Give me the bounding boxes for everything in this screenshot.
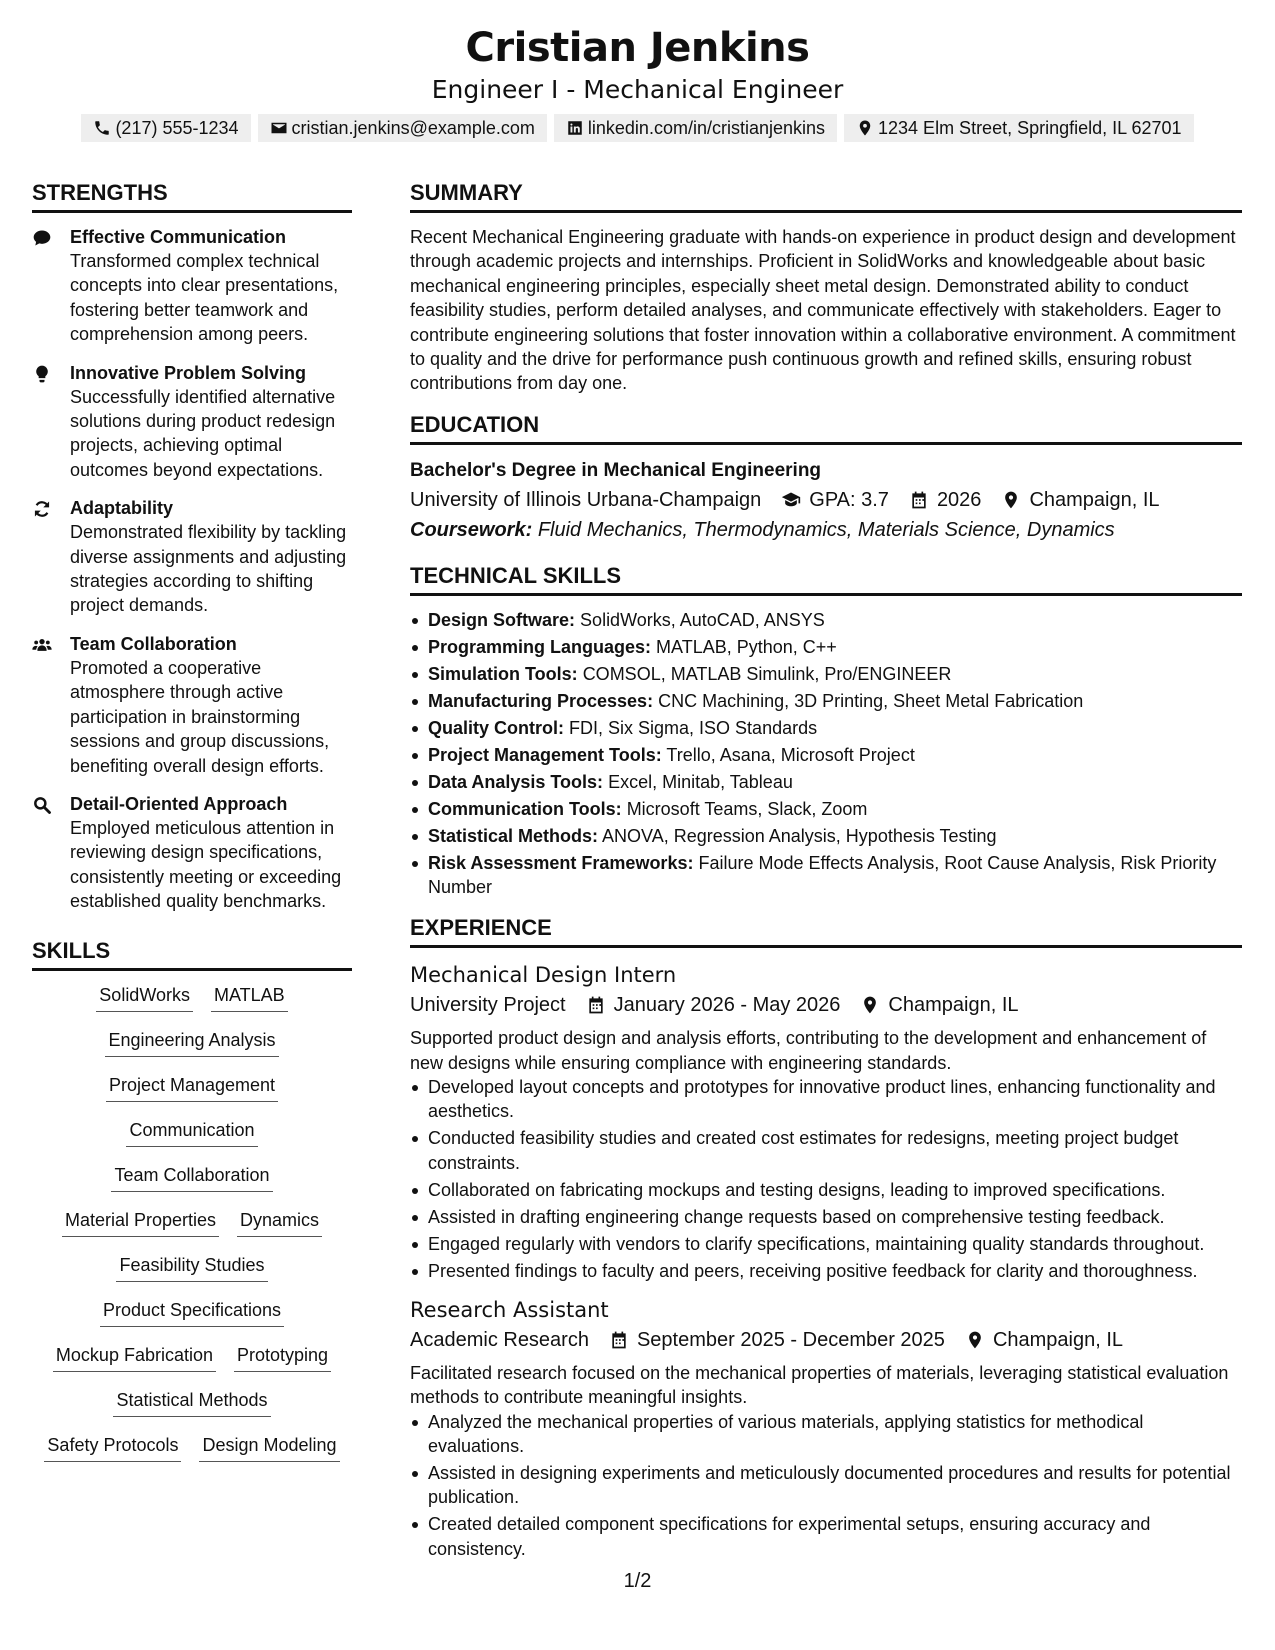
- resume-header: [0, 22, 1275, 142]
- strength-title: Detail-Oriented Approach: [70, 793, 288, 814]
- strength-item: [32, 496, 352, 618]
- job-title: Research Assistant: [410, 1297, 609, 1322]
- skill-row: [96, 983, 287, 1028]
- strength-desc: Employed meticulous attention in reviewing design specifications, consistently meeting or exceeding established quality benchmarks.: [70, 817, 342, 912]
- graduation-cap-icon: [781, 490, 801, 510]
- refresh-icon: [32, 499, 52, 519]
- skill-row: [62, 1208, 322, 1253]
- skill-category: Risk Assessment Frameworks:: [428, 852, 694, 873]
- strengths-heading: STRENGTHS: [32, 178, 352, 213]
- skill-values: Excel, Minitab, Tableau: [608, 771, 793, 792]
- job-location: Champaign, IL: [888, 994, 1019, 1017]
- skill-tag: Dynamics: [237, 1208, 322, 1237]
- skill-values: MATLAB, Python, C++: [656, 636, 837, 657]
- skill-values: CNC Machining, 3D Printing, Sheet Metal Fabrication: [658, 690, 1084, 711]
- technical-skills-section: [410, 561, 1242, 899]
- contact-email[interactable]: [258, 114, 547, 142]
- skill-tag: Team Collaboration: [111, 1163, 272, 1192]
- list-item: [410, 797, 1242, 821]
- list-item: [410, 824, 1242, 848]
- lightbulb-icon: [32, 364, 52, 384]
- list-item: [410, 662, 1242, 686]
- skill-category: Communication Tools:: [428, 798, 622, 819]
- list-item: [410, 608, 1242, 632]
- list-item: [410, 635, 1242, 659]
- linkedin-icon: [566, 119, 584, 137]
- skill-tag: Mockup Fabrication: [53, 1343, 216, 1372]
- coursework-label: Coursework:: [410, 518, 533, 541]
- list-item: Engaged regularly with vendors to clarify specifications, maintaining quality standards throughout.: [410, 1232, 1242, 1256]
- list-item: Presented findings to faculty and peers, receiving positive feedback for clarity and thoroughness.: [410, 1259, 1242, 1283]
- coursework: [410, 515, 1242, 545]
- skill-tag: Safety Protocols: [44, 1433, 181, 1462]
- skill-row: [44, 1433, 339, 1478]
- location-pin-icon: [1001, 490, 1021, 510]
- skill-values: Microsoft Teams, Slack, Zoom: [626, 798, 868, 819]
- contact-linkedin[interactable]: [554, 114, 837, 142]
- experience-heading: EXPERIENCE: [410, 913, 1242, 948]
- job-org: University Project: [410, 994, 566, 1017]
- skill-category: Statistical Methods:: [428, 825, 599, 846]
- contact-phone[interactable]: [81, 114, 250, 142]
- list-item: Collaborated on fabricating mockups and testing designs, leading to improved specifications.: [410, 1178, 1242, 1202]
- skills-section: [32, 936, 352, 1478]
- skill-row: [113, 1388, 270, 1433]
- job-meta: [410, 990, 1242, 1020]
- job-description: Supported product design and analysis efforts, contributing to the development and enhancement of new designs while ensuring compliance with engineering standards.: [410, 1028, 1207, 1073]
- skill-tag: Engineering Analysis: [105, 1028, 278, 1057]
- skill-category: Data Analysis Tools:: [428, 771, 604, 792]
- skill-tag: Feasibility Studies: [116, 1253, 267, 1282]
- list-item: [410, 851, 1242, 900]
- skill-category: Quality Control:: [428, 717, 564, 738]
- summary-heading: SUMMARY: [410, 178, 1242, 213]
- job-entry: [410, 1295, 1242, 1561]
- candidate-title: Engineer I - Mechanical Engineer: [431, 75, 844, 104]
- gpa: GPA: 3.7: [809, 488, 889, 511]
- job-dates: September 2025 - December 2025: [636, 1328, 945, 1351]
- skill-tag: SolidWorks: [96, 983, 193, 1012]
- skill-row: [111, 1163, 272, 1208]
- skill-values: COMSOL, MATLAB Simulink, Pro/ENGINEER: [582, 663, 952, 684]
- list-item: [410, 716, 1242, 740]
- strength-desc: Promoted a cooperative atmosphere through active participation in brainstorming sessions and group discussions, benefiting overall design efforts.: [70, 657, 330, 776]
- skill-tag: Project Management: [106, 1073, 278, 1102]
- list-item: Developed layout concepts and prototypes for innovative product lines, enhancing functionality and aesthetics.: [410, 1075, 1242, 1124]
- calendar-icon: [609, 1330, 629, 1350]
- page-number: 1/2: [623, 1570, 652, 1592]
- skill-values: SolidWorks, AutoCAD, ANSYS: [580, 609, 825, 630]
- strength-title: Effective Communication: [70, 227, 287, 247]
- skill-tag: Statistical Methods: [113, 1388, 270, 1417]
- skill-values: Failure Mode Effects Analysis, Root Cause Analysis, Risk Priority Number: [428, 852, 1217, 897]
- strength-desc: Demonstrated flexibility by tackling diverse assignments and adjusting strategies according to shifting project demands.: [70, 522, 347, 616]
- skill-category: Simulation Tools:: [428, 663, 578, 684]
- list-item: [410, 770, 1242, 794]
- strength-title: Team Collaboration: [70, 633, 237, 654]
- right-column: [410, 178, 1242, 1573]
- job-entry: [410, 960, 1242, 1283]
- skill-category: Programming Languages:: [428, 636, 652, 657]
- graduation-year: 2026: [936, 488, 982, 511]
- skill-row: [53, 1343, 331, 1388]
- list-item: Analyzed the mechanical properties of various materials, applying statistics for methodical evaluations.: [410, 1410, 1242, 1459]
- phone-icon: [93, 119, 111, 137]
- strength-item: [32, 361, 352, 483]
- job-dates: January 2026 - May 2026: [613, 994, 841, 1017]
- list-item: Created detailed component specifications for experimental setups, ensuring accuracy and consistency.: [410, 1512, 1242, 1561]
- contact-linkedin-text: linkedin.com/in/cristianjenkins: [587, 118, 826, 138]
- school-location: Champaign, IL: [1029, 488, 1160, 511]
- skill-tag: Prototyping: [234, 1343, 331, 1372]
- skill-row: [116, 1253, 267, 1298]
- contact-address[interactable]: [844, 114, 1194, 142]
- left-column: [32, 178, 352, 1478]
- skill-tag: Material Properties: [62, 1208, 219, 1237]
- skill-category: Manufacturing Processes:: [428, 690, 654, 711]
- location-pin-icon: [965, 1330, 985, 1350]
- contact-address-text: 1234 Elm Street, Springfield, IL 62701: [878, 118, 1182, 138]
- strength-desc: Transformed complex technical concepts into clear presentations, fostering better teamwork and comprehension among peers.: [70, 251, 339, 345]
- skill-tag: Design Modeling: [199, 1433, 339, 1462]
- users-icon: [32, 635, 52, 655]
- location-pin-icon: [856, 119, 874, 137]
- skill-values: FDI, Six Sigma, ISO Standards: [569, 717, 818, 738]
- list-item: Assisted in drafting engineering change requests based on comprehensive testing feedback.: [410, 1205, 1242, 1229]
- skill-category: Project Management Tools:: [428, 744, 662, 765]
- strength-item: [32, 632, 352, 778]
- strength-title: Adaptability: [70, 498, 174, 519]
- contact-email-text: cristian.jenkins@example.com: [291, 118, 535, 138]
- skill-row: [106, 1073, 278, 1118]
- strength-desc: Successfully identified alternative solutions during product redesign projects, achieving optimal outcomes beyond expectations.: [70, 386, 336, 480]
- list-item: [410, 743, 1242, 767]
- list-item: Conducted feasibility studies and created cost estimates for redesigns, meeting project budget constraints.: [410, 1126, 1242, 1175]
- location-pin-icon: [860, 995, 880, 1015]
- skills-list: [32, 983, 352, 1478]
- skills-heading: SKILLS: [32, 936, 352, 971]
- strength-item: [32, 225, 352, 347]
- skill-row: [126, 1118, 257, 1163]
- speech-bubble-icon: [32, 228, 52, 248]
- calendar-icon: [909, 490, 929, 510]
- job-description: Facilitated research focused on the mechanical properties of materials, leveraging statistical evaluation methods to contribute meaningful insights.: [410, 1362, 1229, 1408]
- skill-category: Design Software:: [428, 609, 576, 630]
- skill-values: Trello, Asana, Microsoft Project: [666, 744, 915, 765]
- skill-row: [100, 1298, 284, 1343]
- job-bullets: [410, 1075, 1242, 1283]
- candidate-name: Cristian Jenkins: [465, 25, 810, 71]
- education-heading: EDUCATION: [410, 410, 1242, 445]
- skill-tag: MATLAB: [211, 983, 288, 1012]
- technical-skills-heading: TECHNICAL SKILLS: [410, 561, 1242, 596]
- job-bullets: [410, 1410, 1242, 1561]
- skill-row: [105, 1028, 278, 1073]
- skill-values: ANOVA, Regression Analysis, Hypothesis Testing: [602, 825, 997, 846]
- degree-title: Bachelor's Degree in Mechanical Engineering: [410, 459, 822, 481]
- education-meta: [410, 485, 1242, 515]
- job-meta: [410, 1325, 1242, 1355]
- list-item: [410, 689, 1242, 713]
- skill-tag: Communication: [126, 1118, 257, 1147]
- job-org: Academic Research: [410, 1328, 589, 1351]
- strength-item: [32, 792, 352, 914]
- envelope-icon: [270, 119, 288, 137]
- strength-title: Innovative Problem Solving: [70, 362, 307, 383]
- coursework-list: Fluid Mechanics, Thermodynamics, Materials Science, Dynamics: [537, 518, 1115, 541]
- contact-bar: [0, 114, 1275, 142]
- contact-phone-text: (217) 555-1234: [115, 118, 239, 138]
- job-location: Champaign, IL: [992, 1328, 1124, 1351]
- job-title: Mechanical Design Intern: [410, 963, 677, 988]
- skill-tag: Product Specifications: [100, 1298, 284, 1327]
- technical-skills-list: [410, 608, 1242, 899]
- magnifier-icon: [32, 795, 52, 815]
- calendar-icon: [586, 995, 606, 1015]
- summary-text: Recent Mechanical Engineering graduate with hands-on experience in product design and development through academic projects and internships. Proficient in SolidWorks and knowledgeable about basic mechanical engineering principles, especially sheet metal design. Demonstrated ability to conduct feasibility studies, perform detailed analyses, and communicate effectively with stakeholders. Eager to contribute engineering solutions that foster innovation within a collaborative environment. A commitment to quality and the drive for performance push continuous growth and refined skills, ensuring robust contributions from day one.: [410, 227, 1236, 394]
- list-item: Assisted in designing experiments and meticulously documented procedures and results for potential publication.: [410, 1461, 1242, 1510]
- school-name: University of Illinois Urbana-Champaign: [410, 488, 762, 511]
